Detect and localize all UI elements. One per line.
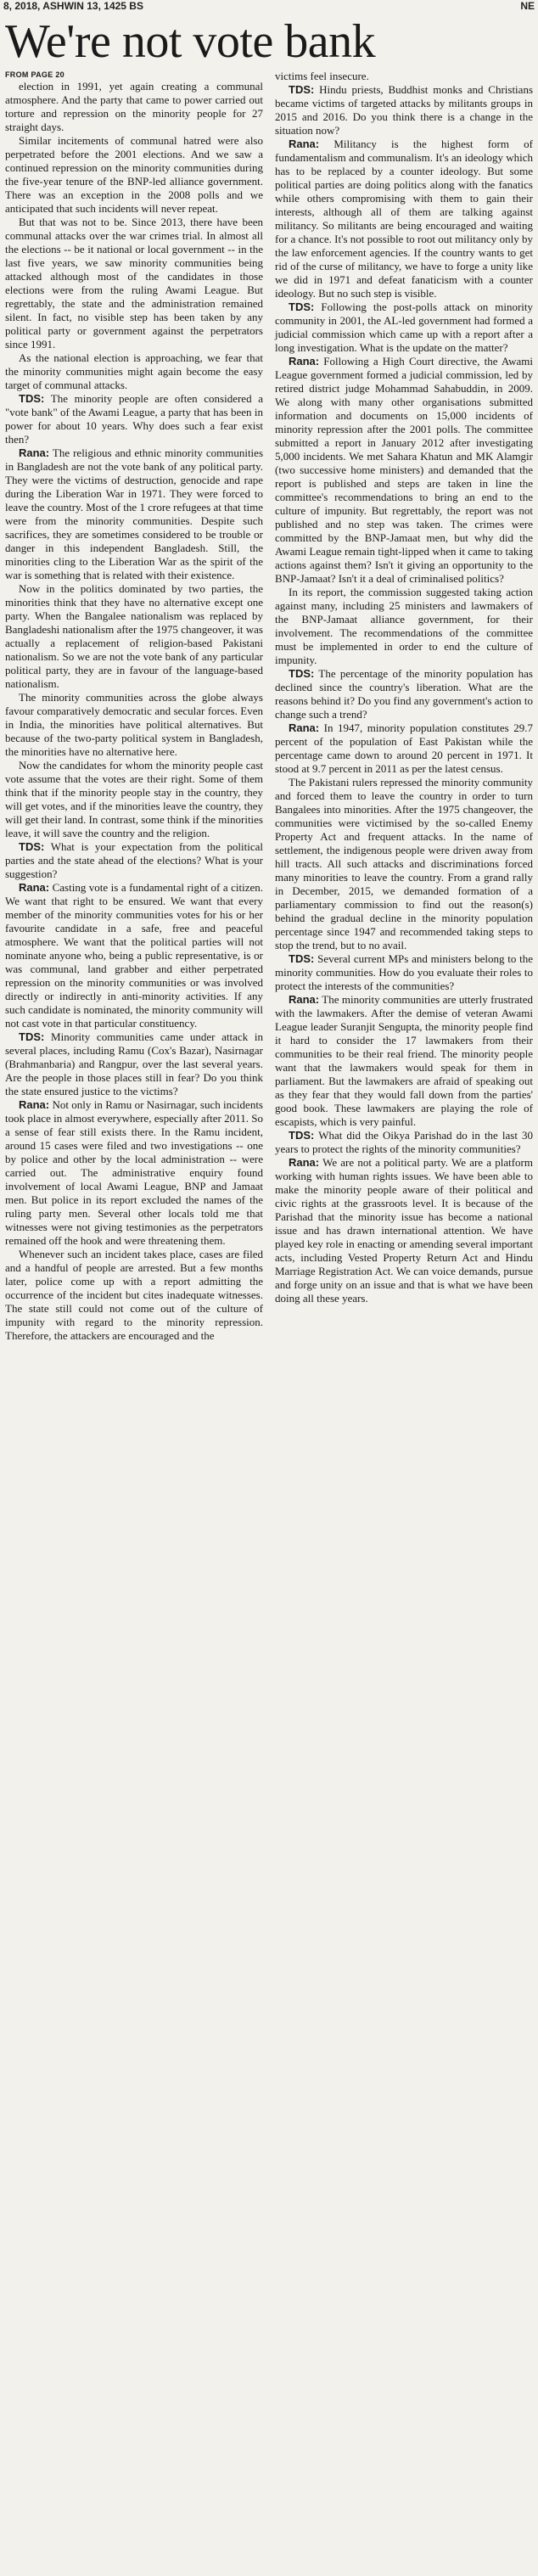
paragraph-text: What did the Oikya Parishad do in the last 30 years to protect the rights of the minority communities? bbox=[275, 1129, 534, 1155]
speaker-label: Rana: bbox=[19, 1098, 50, 1111]
paragraph bbox=[5, 446, 263, 582]
paragraph-text: What is your expectation from the political parties and the state ahead of the elections? What is your suggestion? bbox=[5, 840, 263, 880]
speaker-label: TDS: bbox=[19, 392, 45, 405]
paragraph bbox=[275, 83, 533, 137]
paragraph bbox=[5, 840, 263, 881]
paragraph bbox=[275, 586, 533, 667]
paragraph-text: The minority people are often considered a "vote bank" of the Awami League, a party that has been in power for about 10 years. Why does such a fear exist then? bbox=[5, 392, 263, 446]
speaker-label: Rana: bbox=[289, 355, 320, 368]
article-body bbox=[0, 70, 538, 2565]
speaker-label: Rana: bbox=[19, 881, 50, 894]
paragraph bbox=[5, 691, 263, 759]
paragraph-text: But that was not to be. Since 2013, there have been communal attacks over the war crimes trial. In almost all the elections -- be it national or local government -- in the last five years, we saw minority communities being attacked although most of the candidates in those elections were from the ruling Awami League. But regrettably, the state and the administration remained silent. In fact, no visible step has been taken by any political party or government against the perpetrators since 1991. bbox=[5, 216, 263, 351]
paragraph bbox=[5, 881, 263, 1030]
paragraph bbox=[275, 300, 533, 355]
paragraph bbox=[275, 355, 533, 586]
masthead bbox=[0, 0, 538, 12]
paragraph bbox=[275, 1129, 533, 1156]
paragraph bbox=[275, 70, 533, 83]
speaker-label: TDS: bbox=[19, 840, 45, 853]
paragraph bbox=[275, 1156, 533, 1305]
paragraph-text: Whenever such an incident takes place, cases are filed and a handful of people are arrested. But a few months later, police come up with a report admitting the occurrence of the incident but cites inadequate witnesses. The state still could not come out of the culture of impunity with regard to the minority repression. Therefore, the attackers are encouraged and the bbox=[5, 1248, 263, 1342]
speaker-label: Rana: bbox=[289, 993, 320, 1006]
paragraph-text: The minority communities are utterly frustrated with the lawmakers. After the demise of veteran Awami League leader Suranjit Sengupta, the minority people find it hard to consider the 17 lawmakers from their communities to be their real friend. The minority people want that the lawmakers would speak for them in parliament. But the lawmakers are afraid of speaking out as they fear that they would fall down from the parties' good book. These lawmakers are playing the role of escapists, which is very painful. bbox=[275, 993, 533, 1128]
headline: We're not vote bank bbox=[5, 15, 376, 68]
paragraph-text: In its report, the commission suggested taking action against many, including 25 ministers and lawmakers of the BNP-Jamaat alliance government, for their involvement. The recommendations of the committee must be implemented in order to end the culture of impunity. bbox=[275, 586, 533, 666]
paragraph-text: Similar incitements of communal hatred were also perpetrated before the 2001 elections. And we saw a continued repression on the minority communities during the five-year tenure of the BNP-led alliance government. There was an exception in the 2008 polls and we anticipated that such incidents will never repeat. bbox=[5, 134, 263, 215]
speaker-label: TDS: bbox=[289, 667, 315, 680]
paragraph-text: The Pakistani rulers repressed the minority community and forced them to leave the country in order to turn Bangalees into minorities. After the 1975 changeover, the communities were victimised by the so-called Enemy Property Act and frequent attacks. In the name of settlement, the indigenous people were driven away from hill tracts. All such attacks and discriminations forced many minorities to leave the country. From a grand rally in December, 2015, we demanded formation of a parliamentary commission to find out the reason(s) behind the gradual decline in the minority population percentage since 1947 and recommended taking steps to stop the trend, but to no avail. bbox=[275, 776, 533, 951]
paragraph bbox=[5, 759, 263, 840]
brand-fragment: NE bbox=[520, 0, 535, 12]
issue-date: 8, 2018, ASHWIN 13, 1425 BS bbox=[3, 0, 143, 12]
column-left bbox=[5, 70, 263, 2565]
paragraph-text: The minority communities across the globe always favour comparatively democratic and secular forces. Even in India, the minorities have political alternatives. But because of the two-party political system in Bangladesh, the minorities have no alternative here. bbox=[5, 691, 263, 758]
paragraph-text: Following a High Court directive, the Awami League government formed a judicial commission, led by retired district judge Mohammad Sahabuddin, in 2009. We along with many other organisations submitted information and documents on 15,000 incidents of minority repression after the 2001 polls. The committee submitted a report in January 2012 after investigating 5,000 incidents. We met Sahara Khatun and MK Alamgir (two successive home ministers) and demanded that the report is published and steps are taken in line the committee's recommendations to bring an end to the culture of impunity. But regrettably, the report was not published and no step was taken. The crimes were committed by the BNP-Jamaat men, but why did the Awami League remain tight-lipped when it came to taking actions against them? Isn't it giving an opportunity to the BNP-Jamaat? Isn't it a deal of criminalised politics? bbox=[275, 355, 533, 585]
column-right bbox=[275, 70, 533, 2565]
paragraph-text: The religious and ethnic minority communities in Bangladesh are not the vote bank of any political party. They were the victims of destruction, genocide and rape during the Liberation War in 1971. They were forced to leave the country. Most of the 1 crore refugees at that time were from the minority communities. Despite such sacrifices, they are sometimes considered to be trouble or danger in this independent Bangladesh. Still, the minorities cling to the Liberation War as the spirit of the war is something that is related with their existence. bbox=[5, 446, 263, 581]
paragraph-text: In 1947, minority population constitutes 29.7 percent of the population of East Pakistan while the percentage came down to around 20 percent in 1971. It stood at 9.7 percent in 2011 as per the latest census. bbox=[275, 721, 533, 775]
paragraph-text: Casting vote is a fundamental right of a citizen. We want that right to be ensured. We want that every member of the minority communities votes for his or her favourite candidate in a safe, free and peaceful atmosphere. We want that the political parties will not nominate anyone who, being a public representative, is or was communal, land grabber and either perpetrated repression on the minority communities or was involved directly or indirectly in anti-minority activities. If any such candidate is nominated, the minority community will not cast vote in that particular constituency. bbox=[5, 881, 263, 1030]
paragraph bbox=[275, 667, 533, 721]
speaker-label: TDS: bbox=[289, 300, 315, 313]
speaker-label: Rana: bbox=[289, 1156, 320, 1169]
speaker-label: TDS: bbox=[289, 83, 315, 96]
paragraph bbox=[5, 80, 263, 134]
paragraph-text: Militancy is the highest form of fundamentalism and communalism. It's an ideology which has to be replaced by a counter ideology. But some political parties are doing politics along with the fanatics while others compromising with them to gain their interests, although all of them are talking against militancy. So militants are being encouraged and waiting for a chance. It's not possible to root out militancy only by the law enforcement agencies. If the country wants to get rid of the curse of militancy, we have to forge a unity like we did in 1971 and defeat fanaticism with a counter ideology. But no such step is visible. bbox=[275, 137, 533, 300]
paragraph-text: The percentage of the minority population has declined since the country's liberation. What are the reasons behind it? Do you find any government's action to change such a trend? bbox=[275, 667, 533, 721]
speaker-label: TDS: bbox=[289, 952, 315, 965]
paragraph-text: We are not a political party. We are a platform working with human rights issues. We have been able to make the minority people aware of their political and civic rights at the grassroots level. It is because of the Parishad that the minority issue has become a national issue and has drawn international attention. We have played key role in enacting or amending several important acts, including Vested Property Return Act and Hindu Marriage Registration Act. We can voice demands, pursue and forge unity on an issue and that is what we have been doing all these years. bbox=[275, 1156, 533, 1305]
paragraph bbox=[5, 582, 263, 691]
paragraph bbox=[275, 721, 533, 776]
paragraph-text: Not only in Ramu or Nasirnagar, such incidents took place in almost everywhere, especially after 2011. So a sense of fear still exists there. In the Ramu incident, around 15 cases were filed and two investigations -- one by police and other by the local administration -- were carried out. The administrative enquiry found involvement of local Awami League, BNP and Jamaat men. But police in its report excluded the names of the ruling party men. Several other locals told me that witnesses were not giving testimonies as the perpetrators remained off the hook and were threatening them. bbox=[5, 1098, 263, 1247]
paragraph bbox=[5, 351, 263, 392]
speaker-label: Rana: bbox=[289, 721, 320, 734]
paragraph-text: Several current MPs and ministers belong to the minority communities. How do you evaluate their roles to protect the interests of the communities? bbox=[275, 952, 534, 992]
paragraph-text: Now in the politics dominated by two parties, the minorities think that they have no alternative except one party. When the Bangalee nationalism was replaced by Bangladeshi nationalism after the 1975 changeover, it was actually a replacement of religion-based Pakistani nationalism. So we are not the vote bank of any particular political party, they are in favour of the language-based nationalism. bbox=[5, 582, 263, 690]
paragraph bbox=[5, 1030, 263, 1098]
speaker-label: TDS: bbox=[19, 1030, 45, 1043]
paragraph bbox=[275, 952, 533, 993]
paragraph-text: As the national election is approaching, we fear that the minority communities might again become the easy target of communal attacks. bbox=[5, 351, 263, 391]
paragraph bbox=[275, 993, 533, 1129]
paragraph-text: victims feel insecure. bbox=[275, 70, 369, 82]
speaker-label: Rana: bbox=[289, 137, 320, 150]
paragraph-text: Following the post-polls attack on minority community in 2001, the AL-led government had formed a judicial commission which came up with a report after a long investigation. What is the update on the matter? bbox=[275, 300, 534, 354]
paragraph bbox=[5, 392, 263, 446]
paragraph bbox=[5, 1248, 263, 1343]
paragraph-text: Hindu priests, Buddhist monks and Christians became victims of targeted attacks by militants groups in 2015 and 2016. Do you think there is a change in the situation now? bbox=[275, 83, 534, 137]
paragraph bbox=[5, 1098, 263, 1248]
paragraph bbox=[275, 776, 533, 952]
paragraph-text: Minority communities came under attack in several places, including Ramu (Cox's Bazar), Nasirnagar (Brahmanbaria) and Rangpur, over the last several years. Are the people in those places still in fear? Do you think the state ensured justice to the victims? bbox=[5, 1030, 263, 1097]
continuation-note: FROM PAGE 20 bbox=[5, 70, 64, 79]
speaker-label: Rana: bbox=[19, 446, 50, 459]
paragraph bbox=[5, 134, 263, 216]
paragraph bbox=[275, 137, 533, 300]
speaker-label: TDS: bbox=[289, 1129, 315, 1142]
paragraph bbox=[5, 216, 263, 351]
paragraph-text: election in 1991, yet again creating a communal atmosphere. And the party that came to power carried out torture and repression on the minority people for 27 straight days. bbox=[5, 80, 263, 133]
paragraph-text: Now the candidates for whom the minority people cast vote assume that the votes are their right. Some of them think that if the minority people stay in the country, they will get votes, and if the minorities leave the country, they will get their land. In contrast, some think if the minorities leave, it will save the country and the religion. bbox=[5, 759, 263, 839]
